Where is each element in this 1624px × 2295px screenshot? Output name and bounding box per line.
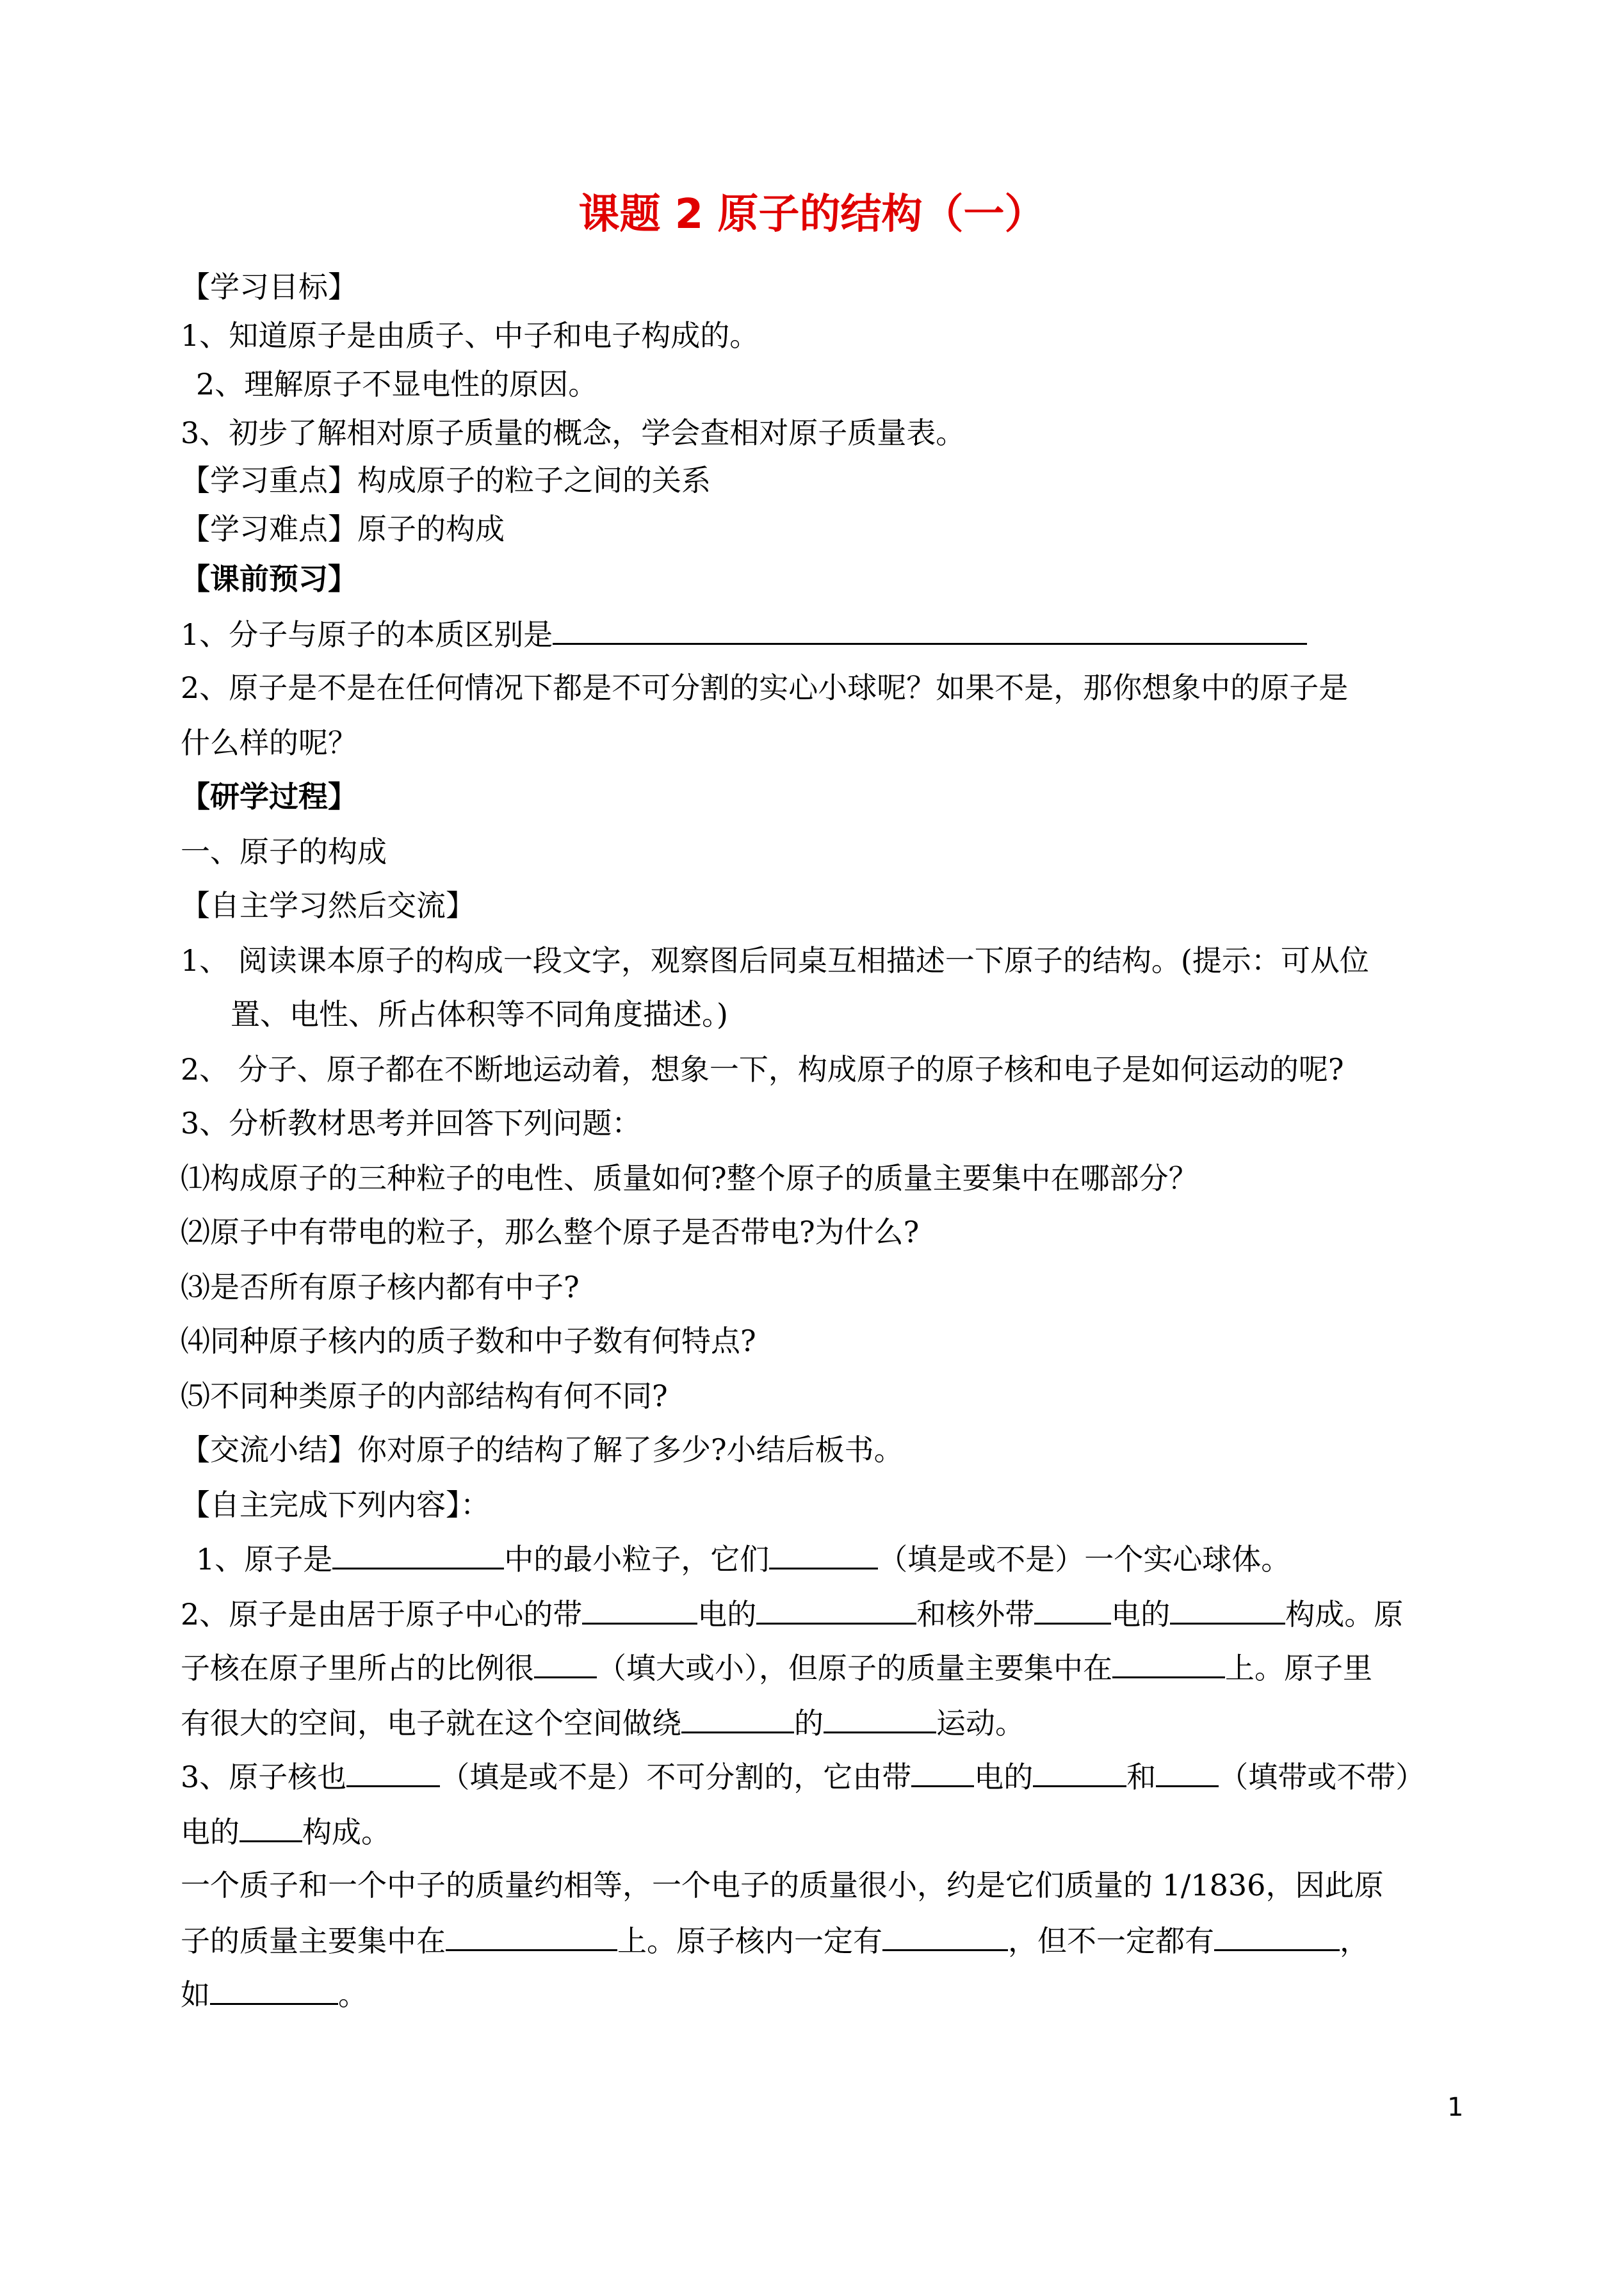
answer-blank[interactable] (446, 1921, 617, 1951)
fill-item-3-line1: 3、原子核也 （填是或不是）不可分割的，它由带 电的 和 （填带或不带） (181, 1757, 1425, 1796)
answer-blank[interactable] (1034, 1594, 1111, 1625)
fill-item-4-line3: 如 。 (181, 1975, 368, 2014)
fill-item-2-line3: 有很大的空间，电子就在这个空间做绕 的 运动。 (181, 1703, 1025, 1742)
answer-blank[interactable] (882, 1921, 1008, 1951)
preview-q1 (181, 615, 1307, 654)
study-item-1-line2: 置、电性、所占体积等不同角度描述。) (231, 997, 728, 1032)
section-heading: 一、原子的构成 (181, 834, 387, 869)
answer-blank[interactable] (1170, 1594, 1285, 1625)
answer-blank[interactable] (756, 1594, 916, 1625)
answer-blank[interactable] (240, 1812, 302, 1842)
answer-blank[interactable] (1112, 1648, 1225, 1678)
objective-item: 1、知道原子是由质子、中子和电子构成的。 (181, 318, 759, 353)
fill-item-1: 1、原子是 中的最小粒子，它们 （填是或不是）一个实心球体。 (196, 1539, 1290, 1578)
preview-q2-line2: 什么样的呢？ (181, 726, 357, 760)
question-item: ⑸不同种类原子的内部结构有何不同? (181, 1379, 668, 1413)
answer-blank[interactable] (1033, 1757, 1126, 1787)
key-point: 【学习重点】构成原子的粒子之间的关系 (181, 463, 711, 498)
answer-blank[interactable] (346, 1757, 440, 1787)
answer-blank[interactable] (332, 1539, 504, 1569)
study-item-3: 3、分析教材思考并回答下列问题： (181, 1106, 642, 1140)
question-item: ⑶是否所有原子核内都有中子? (181, 1270, 580, 1304)
answer-blank[interactable] (553, 615, 1307, 645)
fill-item-2-line2: 子核在原子里所占的比例很 （填大或小），但原子的质量主要集中在 上。原子里 (181, 1648, 1372, 1687)
answer-blank[interactable] (1214, 1921, 1340, 1951)
summary: 【交流小结】你对原子的结构了解了多少?小结后板书。 (181, 1432, 904, 1467)
objective-item: 3、初步了解相对原子质量的概念，学会查相对原子质量表。 (181, 416, 966, 450)
preview-header: 【课前预习】 (181, 562, 357, 596)
objective-item: 2、理解原子不显电性的原因。 (196, 367, 598, 401)
fill-item-3-line2: 电的 构成。 (181, 1812, 391, 1851)
objectives-header: 【学习目标】 (181, 270, 357, 304)
study-item-1-line1: 1、 阅读课本原子的构成一段文字，观察图后同桌互相描述一下原子的结构。(提示：可从位 (181, 943, 1369, 978)
self-study-header: 【自主学习然后交流】 (181, 888, 475, 923)
process-header: 【研学过程】 (181, 779, 357, 814)
question-item: ⑴构成原子的三种粒子的电性、质量如何?整个原子的质量主要集中在哪部分？ (181, 1161, 1198, 1196)
question-item: ⑵原子中有带电的粒子，那么整个原子是否带电?为什么? (181, 1215, 920, 1249)
question-item: ⑷同种原子核内的质子数和中子数有何特点? (181, 1324, 756, 1358)
page-title: 课题 2 原子的结构（一） (578, 191, 1046, 238)
study-item-2: 2、 分子、原子都在不断地运动着，想象一下，构成原子的原子核和电子是如何运动的呢? (181, 1052, 1344, 1087)
answer-blank[interactable] (210, 1975, 338, 2005)
preview-q2-line1: 2、原子是不是在任何情况下都是不可分割的实心小球呢？如果不是，那你想象中的原子是 (181, 670, 1349, 705)
fill-item-4-line1: 一个质子和一个中子的质量约相等，一个电子的质量很小，约是它们质量的 1/1836，因此原 (181, 1868, 1384, 1902)
answer-blank[interactable] (534, 1648, 597, 1678)
answer-blank[interactable] (911, 1757, 974, 1787)
answer-blank[interactable] (1156, 1757, 1219, 1787)
fill-item-2-line1: 2、原子是由居于原子中心的带 电的 和核外带 电的 构成。原 (181, 1594, 1403, 1634)
difficulty: 【学习难点】原子的构成 (181, 512, 505, 546)
answer-blank[interactable] (769, 1539, 878, 1569)
complete-header: 【自主完成下列内容】： (181, 1488, 490, 1522)
preview-q1-text: 1、分子与原子的本质区别是 (181, 617, 553, 652)
answer-blank[interactable] (681, 1703, 794, 1733)
page-number: 1 (1447, 2093, 1464, 2122)
answer-blank[interactable] (824, 1703, 936, 1733)
answer-blank[interactable] (582, 1594, 697, 1625)
fill-item-4-line2: 子的质量主要集中在 上。原子核内一定有 ，但不一定都有 ， (181, 1921, 1369, 1960)
